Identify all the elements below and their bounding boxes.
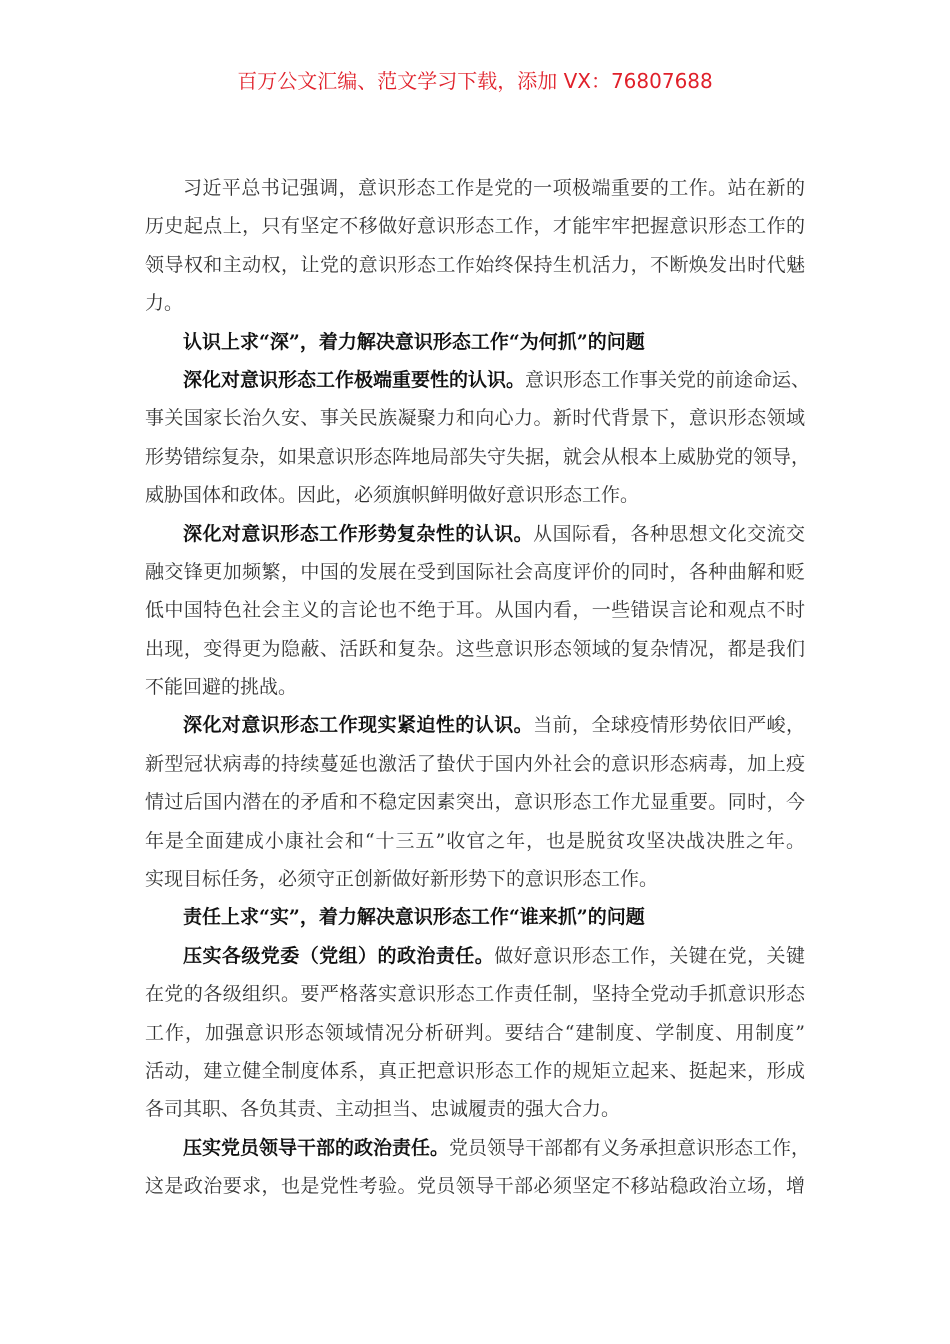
text-line <box>145 438 811 476</box>
line-text: 融交锋更加频繁，中国的发展在受到国际社会高度评价的同时，各种曲解和贬 <box>145 560 805 583</box>
paragraph <box>145 515 805 707</box>
text-line <box>145 207 805 245</box>
watermark-banner: 百万公文汇编、范文学习下载，添加 VX：76807688 <box>237 69 713 93</box>
line-text: 从国际看，各种思想文化交流交 <box>533 522 805 545</box>
paragraph <box>145 937 805 1129</box>
line-text: 事关国家长治久安、事关民族凝聚力和向心力。新时代背景下，意识形态领域 <box>145 407 805 430</box>
paragraph <box>145 169 805 323</box>
line-text: 情过后国内潜在的矛盾和不稳定因素突出，意识形态工作尤显重要。同时，今 <box>145 791 805 814</box>
text-line <box>145 323 805 361</box>
text-line <box>145 975 805 1013</box>
text-line <box>145 399 805 437</box>
line-text: 在党的各级组织。要严格落实意识形态工作责任制，坚持全党动手抓意识形态 <box>145 983 805 1006</box>
section-heading <box>145 898 805 936</box>
text-line <box>145 1129 811 1167</box>
line-text: 意识形态工作事关党的前途命运、 <box>525 368 811 391</box>
line-text: 不能回避的挑战。 <box>145 676 298 699</box>
line-text: 形势错综复杂，如果意识形态阵地局部失守失据，就会从根本上威胁党的领导， <box>145 445 811 468</box>
paragraph <box>145 361 811 515</box>
lead-sentence: 深化对意识形态工作极端重要性的认识。 <box>183 368 526 391</box>
lead-sentence: 深化对意识形态工作形势复杂性的认识。 <box>183 522 534 545</box>
lead-sentence: 压实各级党委（党组）的政治责任。 <box>183 944 495 967</box>
text-line <box>145 668 805 706</box>
text-line <box>145 169 805 207</box>
line-text: 年是全面建成小康社会和“十三五”收官之年，也是脱贫攻坚决战决胜之年。 <box>145 829 805 852</box>
text-line <box>145 1167 805 1205</box>
text-line <box>145 822 805 860</box>
line-text: 威胁国体和政体。因此，必须旗帜鲜明做好意识形态工作。 <box>145 484 640 507</box>
line-text: 力。 <box>145 292 184 315</box>
text-line <box>145 515 805 553</box>
paragraph <box>145 1129 811 1206</box>
lead-sentence: 压实党员领导干部的政治责任。 <box>183 1136 450 1159</box>
text-line <box>145 1014 805 1052</box>
text-line <box>145 706 805 744</box>
text-line <box>145 591 805 629</box>
text-line <box>145 630 805 668</box>
line-text: 低中国特色社会主义的言论也不绝于耳。从国内看，一些错误言论和观点不时 <box>145 599 805 622</box>
text-line <box>145 476 805 514</box>
line-text: 新型冠状病毒的持续蔓延也激活了蛰伏于国内外社会的意识形态病毒，加上疫 <box>145 752 805 775</box>
text-line <box>145 860 805 898</box>
line-text: 活动，建立健全制度体系，真正把意识形态工作的规矩立起来、挺起来，形成 <box>145 1059 805 1082</box>
text-line <box>145 783 805 821</box>
line-text: 出现，变得更为隐蔽、活跃和复杂。这些意识形态领域的复杂情况，都是我们 <box>145 637 805 660</box>
line-text: 做好意识形态工作，关键在党，关键 <box>494 944 805 967</box>
paragraph <box>145 706 805 898</box>
line-text: 实现目标任务，必须守正创新做好新形势下的意识形态工作。 <box>145 868 659 891</box>
text-line <box>145 361 811 399</box>
line-text: 各司其职、各负其责、主动担当、忠诚履责的强大合力。 <box>145 1098 621 1121</box>
line-text: 党员领导干部都有义务承担意识形态工作， <box>449 1136 811 1159</box>
text-line <box>145 246 805 284</box>
line-text: 领导权和主动权，让党的意识形态工作始终保持生机活力，不断焕发出时代魅 <box>145 253 805 276</box>
line-text: 这是政治要求，也是党性考验。党员领导干部必须坚定不移站稳政治立场，增 <box>145 1175 805 1198</box>
line-text: 习近平总书记强调，意识形态工作是党的一项极端重要的工作。站在新的 <box>183 177 805 199</box>
line-text: 历史起点上，只有坚定不移做好意识形态工作，才能牢牢把握意识形态工作的 <box>145 215 805 238</box>
text-line <box>145 1052 805 1090</box>
section-heading <box>145 323 805 361</box>
line-text: 工作，加强意识形态领域情况分析研判。要结合“建制度、学制度、用制度” <box>145 1021 805 1044</box>
text-line <box>145 745 805 783</box>
heading-text: 认识上求“深”，着力解决意识形态工作“为何抓”的问题 <box>183 330 645 353</box>
heading-text: 责任上求“实”，着力解决意识形态工作“谁来抓”的问题 <box>183 906 645 929</box>
text-line <box>145 937 805 975</box>
text-line <box>145 1090 805 1128</box>
line-text: 当前，全球疫情形势依旧严峻， <box>533 714 805 737</box>
document-body <box>145 169 811 1206</box>
text-line <box>145 284 805 322</box>
text-line <box>145 898 805 936</box>
lead-sentence: 深化对意识形态工作现实紧迫性的认识。 <box>183 714 534 737</box>
text-line <box>145 553 805 591</box>
